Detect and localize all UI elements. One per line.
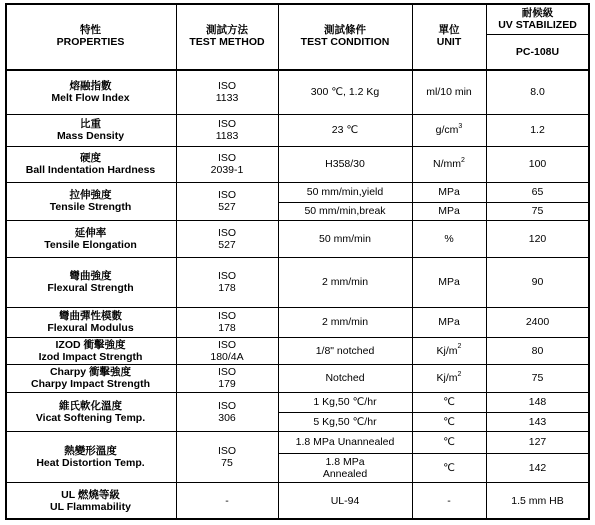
property-name-en: Heat Distortion Temp.	[36, 456, 145, 469]
unit-text: ℃	[443, 461, 455, 474]
property-name-en: Charpy Impact Strength	[30, 378, 151, 390]
table-border-right	[588, 3, 590, 520]
test-method-line: ISO	[217, 399, 237, 412]
header-test-condition-zh: 測試條件	[324, 24, 366, 36]
test-method-line: 1133	[215, 91, 239, 104]
value-text: 1.2	[530, 124, 545, 136]
row-divider	[5, 182, 590, 183]
properties-table	[5, 3, 589, 519]
test-method-line: 1183	[215, 130, 239, 142]
value-text: 75	[531, 205, 544, 217]
property-name-en: Flexural Strength	[47, 282, 134, 294]
header-divider	[5, 69, 590, 71]
property-name-en: Flexural Modulus	[47, 322, 134, 334]
row-divider	[5, 220, 590, 221]
table-grid	[5, 3, 589, 519]
test-method-line: ISO	[217, 270, 237, 282]
header-grade-zh: 耐候級	[521, 6, 554, 19]
property-name-zh: 維氏軟化溫度	[59, 399, 122, 412]
test-condition-text: 23 ℃	[331, 124, 359, 136]
header-grade-code-text: PC-108U	[515, 45, 560, 58]
row-divider	[5, 114, 590, 115]
unit-text: ℃	[443, 396, 455, 408]
value-text: 143	[528, 415, 547, 428]
value-text: 90	[531, 276, 544, 288]
property-name-zh: IZOD 衝擊強度	[55, 338, 126, 351]
header-test-condition-en: TEST CONDITION	[300, 36, 390, 48]
test-method-line: ISO	[217, 118, 237, 130]
test-condition-text: UL-94	[330, 494, 360, 507]
property-name-zh: 延伸率	[74, 226, 107, 239]
test-method-line: 527	[218, 201, 236, 213]
column-divider	[176, 3, 177, 520]
unit-text: ℃	[443, 436, 455, 448]
unit-text: Kj/m	[436, 344, 458, 357]
unit-exponent: 3	[458, 122, 463, 130]
property-name-en: UL Flammability	[50, 500, 131, 513]
value-text: 100	[528, 158, 547, 170]
test-method-line: 180/4A	[210, 350, 244, 363]
test-method-line: 2039-1	[210, 164, 244, 176]
test-condition-text: 5 Kg,50 ℃/hr	[313, 415, 377, 428]
test-method-line: ISO	[217, 152, 237, 164]
row-divider	[5, 257, 590, 258]
test-method-line: 178	[218, 322, 236, 334]
header-grade-en: UV STABILIZED	[498, 18, 577, 31]
value-text: 142	[528, 461, 547, 474]
test-method-line: ISO	[217, 310, 237, 322]
unit-text: MPa	[438, 316, 460, 328]
value-text: 65	[531, 186, 544, 198]
value-text: 148	[528, 396, 547, 408]
unit-text: ml/10 min	[426, 85, 472, 98]
test-condition-text: 1.8 MPa Annealed	[322, 455, 368, 480]
sub-row-divider	[278, 453, 590, 454]
value-text: 75	[531, 372, 544, 384]
test-condition-text: H358/30	[325, 158, 365, 170]
test-condition-text: 50 mm/min,break	[304, 205, 386, 217]
test-method-line: 178	[218, 282, 236, 294]
property-name-zh: 熱變形溫度	[64, 444, 117, 457]
row-divider	[5, 146, 590, 147]
property-name-zh: 彎曲強度	[69, 270, 112, 282]
property-name-en: Mass Density	[56, 130, 125, 142]
property-name-en: Tensile Elongation	[44, 238, 137, 251]
property-name-zh: 彎曲彈性模數	[59, 310, 122, 322]
test-method-line: ISO	[217, 79, 237, 92]
value-text: 1.5 mm HB	[511, 494, 564, 507]
test-condition-text: 2 mm/min	[321, 316, 369, 328]
test-method-line: ISO	[217, 189, 237, 201]
unit-exponent: 2	[461, 156, 465, 164]
value-text: 120	[528, 232, 547, 245]
property-name-en: Melt Flow Index	[51, 91, 130, 104]
test-method-line: -	[225, 494, 229, 507]
test-method-line: ISO	[217, 226, 237, 239]
sub-row-divider	[278, 412, 590, 413]
header-properties-en: PROPERTIES	[56, 36, 125, 48]
property-name-en: Ball Indentation Hardness	[25, 164, 156, 176]
table-border-bottom	[5, 518, 590, 520]
test-condition-text: 50 mm/min,yield	[306, 186, 384, 198]
row-divider	[5, 431, 590, 432]
unit-text: Kj/m	[436, 372, 458, 384]
property-name-zh: 拉伸強度	[69, 189, 112, 201]
property-name-zh: 硬度	[80, 152, 101, 164]
property-name-en: Izod Impact Strength	[38, 350, 143, 363]
test-method-line: 527	[218, 238, 236, 251]
sub-row-divider	[278, 202, 590, 203]
property-name-zh: 熔融指數	[69, 79, 112, 92]
unit-text: %	[444, 232, 454, 245]
test-method-line: 306	[218, 411, 236, 424]
test-method-line: 75	[221, 456, 233, 469]
header-test-method-zh: 測試方法	[206, 24, 248, 36]
unit-text: MPa	[438, 205, 460, 217]
property-name-zh: Charpy 衝擊強度	[49, 366, 132, 378]
test-condition-text: 1.8 MPa Unannealed	[295, 436, 395, 448]
column-divider	[412, 3, 413, 520]
unit-text: -	[447, 494, 451, 507]
test-condition-text: 300 ℃, 1.2 Kg	[310, 85, 380, 98]
table-border-left	[5, 3, 7, 520]
property-name-zh: 比重	[80, 118, 101, 130]
test-condition-text: 1 Kg,50 ℃/hr	[313, 396, 377, 408]
column-divider	[486, 3, 487, 520]
test-method-line: ISO	[217, 366, 237, 378]
column-divider	[278, 3, 279, 520]
header-grade-divider	[486, 34, 590, 35]
header-unit-zh: 單位	[438, 24, 460, 36]
test-condition-text: 50 mm/min	[319, 232, 371, 245]
property-name-en: Tensile Strength	[49, 201, 132, 213]
unit-exponent: 2	[457, 370, 462, 378]
header-test-method-en: TEST METHOD	[189, 36, 265, 48]
header-properties-zh: 特性	[80, 24, 101, 36]
unit-text: MPa	[438, 276, 460, 288]
test-method-line: ISO	[217, 338, 237, 351]
test-condition-text: 2 mm/min	[321, 276, 369, 288]
value-text: 127	[528, 436, 547, 448]
unit-text: N/mm	[433, 158, 462, 170]
row-divider	[5, 307, 590, 308]
test-method-line: 179	[218, 378, 236, 390]
unit-text: MPa	[438, 186, 460, 198]
test-condition-text: 1/8" notched	[315, 344, 375, 357]
row-divider	[5, 337, 590, 338]
table-border-top	[5, 3, 590, 5]
unit-text: ℃	[443, 415, 455, 428]
value-text: 2400	[525, 316, 550, 328]
header-unit-en: UNIT	[436, 36, 462, 48]
value-text: 8.0	[530, 85, 545, 98]
value-text: 80	[531, 344, 544, 357]
unit-exponent: 2	[457, 343, 462, 350]
test-method-line: ISO	[217, 444, 237, 457]
row-divider	[5, 364, 590, 365]
property-name-en: Vicat Softening Temp.	[35, 411, 146, 424]
row-divider	[5, 392, 590, 393]
row-divider	[5, 482, 590, 483]
property-name-zh: UL 燃燒等級	[61, 488, 120, 501]
unit-text: g/cm	[435, 124, 459, 136]
test-condition-text: Notched	[325, 372, 365, 384]
